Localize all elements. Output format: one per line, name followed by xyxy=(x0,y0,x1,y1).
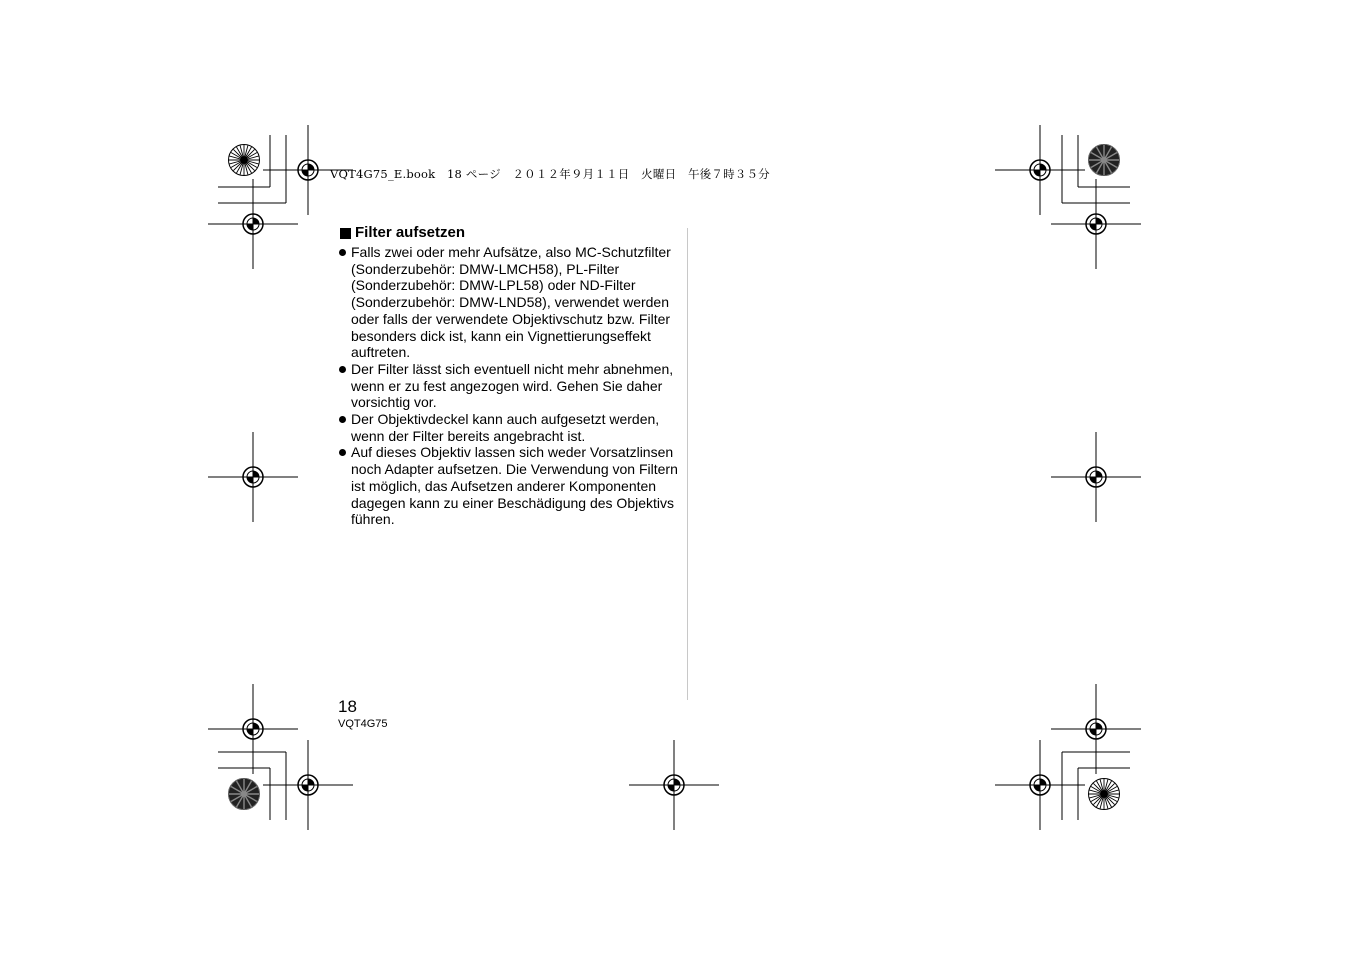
crosshair-circle-icon xyxy=(208,179,298,269)
filled-dot-icon xyxy=(339,249,346,256)
list-item-text: Auf dieses Objektiv lassen sich weder Vorsatzlinsen noch Adapter aufsetzen. Die Verwendung von Filtern ist möglich, das Aufsetzen anderer Komponenten dagegen kann zu einer Beschädigung des Objektivs führen. xyxy=(351,444,678,528)
starburst-target-icon xyxy=(1089,145,1120,176)
section-filter xyxy=(338,224,683,528)
crosshair-circle-icon xyxy=(208,432,298,522)
starburst-target-icon xyxy=(1089,779,1120,810)
crosshair-circle-icon xyxy=(1051,684,1141,774)
print-header: VQT4G75_E.book 18 ページ ２０１２年９月１１日 火曜日 午後７時３５分 xyxy=(330,167,770,181)
section-title: Filter aufsetzen xyxy=(355,224,466,241)
filled-dot-icon xyxy=(339,449,346,456)
filled-square-icon xyxy=(340,228,351,239)
starburst-target-icon xyxy=(229,779,260,810)
filled-dot-icon xyxy=(339,366,346,373)
list-item xyxy=(338,361,683,411)
crosshair-circle-icon xyxy=(1051,179,1141,269)
column-divider xyxy=(687,228,688,700)
crosshair-circle-icon xyxy=(1051,432,1141,522)
list-item xyxy=(338,244,683,361)
list-item-text: Falls zwei oder mehr Aufsätze, also MC-Schutzfilter (Sonderzubehör: DMW-LMCH58), PL-Filter (Sonderzubehör: DMW-LPL58) oder ND-Filter (Sonderzubehör: DMW-LND58), verwendet werden oder falls der verwendete Objektivschutz bzw. Filter besonders dick ist, kann ein Vignettierungseffekt auftreten. xyxy=(351,244,671,361)
list-item xyxy=(338,444,683,528)
page-number: 18 xyxy=(338,697,357,716)
crosshair-circle-icon xyxy=(995,740,1085,830)
crosshair-circle-icon xyxy=(629,740,719,830)
bullet-list xyxy=(338,244,683,528)
document-code: VQT4G75 xyxy=(338,718,388,730)
section-heading xyxy=(338,224,683,242)
crosshair-circle-icon xyxy=(208,684,298,774)
crosshair-circle-icon xyxy=(995,125,1085,215)
filled-dot-icon xyxy=(339,416,346,423)
list-item-text: Der Filter lässt sich eventuell nicht mehr abnehmen, wenn er zu fest angezogen wird. Gehen Sie daher vorsichtig vor. xyxy=(351,360,674,411)
list-item-text: Der Objektivdeckel kann auch aufgesetzt werden, wenn der Filter bereits angebracht ist. xyxy=(351,411,660,444)
crosshair-circle-icon xyxy=(263,740,353,830)
list-item xyxy=(338,411,683,444)
starburst-target-icon xyxy=(229,145,260,176)
